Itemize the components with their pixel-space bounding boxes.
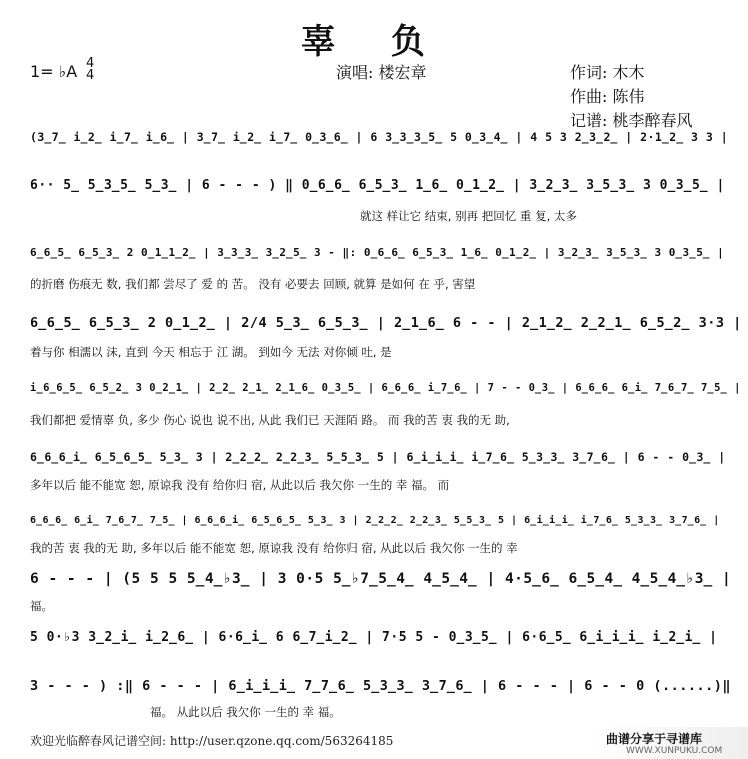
- composer: 作曲: 陈伟: [570, 87, 645, 106]
- notation-row-9: 5 0·♭3 3̲2̲i̲ i̲2̲6̲ | 6·6̲i̲ 6 6̲7̲i̲2̲ | 7·5 5 - 0̲3̲5̲ | 6·6̲5̲ 6̲i̲i̲i̲ i̲2̲i̲ |: [30, 630, 718, 645]
- footer-brand-url: WWW.XUNPUKU.COM: [626, 746, 723, 756]
- lyrics-row-10: 福。 从此以后 我欠你 一生的 幸 福。: [150, 705, 341, 719]
- footer-brand: 曲谱分享于寻谱库: [606, 732, 703, 746]
- notation-row-3: 6̲6̲5̲ 6̲5̲3̲ 2 0̲1̲1̲2̲ | 3̲3̲3̲ 3̲2̲5̲ 3 - ‖: 0̲6̲6̲ 6̲5̲3̲ 1̲6̲ 0̲1̲2̲ | 3̲2̲3̲ 3̲5̲3̲ 3 0̲3̲5̲ |: [30, 246, 725, 259]
- singer: 演唱: 楼宏章: [336, 63, 427, 82]
- lyrics-row-5: 我们都把 爱情辜 负, 多少 伤心 说也 说不出, 从此 我们已 天涯陌 路。 而 我的苦 衷 我的无 助,: [30, 413, 510, 427]
- lyrics-row-2: 就这 样让它 结束, 别再 把回忆 重 复, 太多: [360, 209, 577, 223]
- song-title: 辜 负: [301, 22, 447, 62]
- notation-row-6: 6̲6̲6̲i̲ 6̲5̲6̲5̲ 5̲3̲ 3 | 2̲2̲2̲ 2̲2̲3̲ 5̲5̲3̲ 5 | 6̲i̲i̲i̲ i̲7̲6̲ 5̲3̲3̲ 3̲7̲6̲ | 6 - - 0̲3̲ |: [30, 450, 726, 464]
- transcriber: 记谱: 桃李醉春风: [570, 111, 693, 130]
- lyrics-row-7: 我的苦 衷 我的无 助, 多年以后 能不能宽 恕, 原谅我 没有 给你归 宿, 从此以后 我欠你 一生的 幸: [30, 541, 518, 555]
- time-signature: [86, 58, 94, 82]
- lyrics-row-8: 福。: [30, 599, 53, 613]
- notation-row-4: 6̲6̲5̲ 6̲5̲3̲ 2 0̲1̲2̲ | 2/4 5̲3̲ 6̲5̲3̲ | 2̲1̲6̲ 6 - - | 2̲1̲2̲ 2̲2̲1̲ 6̲5̲2̲ 3·3 |: [30, 315, 742, 331]
- notation-row-10: 3 - - - ) :‖ 6 - - - | 6̲i̲i̲i̲ 7̲7̲6̲ 5̲3̲3̲ 3̲7̲6̲ | 6 - - - | 6 - - 0 (......)‖: [30, 678, 731, 694]
- lyrics-row-4: 着与你 相濡以 沫, 直到 今天 相忘于 江 湖。 到如今 无法 对你倾 吐, 是: [30, 345, 392, 359]
- footer-visit-text: 欢迎光临醉春风记谱空间: http://user.qzone.qq.com/563264185: [30, 734, 394, 748]
- lyrics-row-6: 多年以后 能不能宽 恕, 原谅我 没有 给你归 宿, 从此以后 我欠你 一生的 幸 福。 而: [30, 478, 450, 492]
- notation-row-1: (3̲7̲ i̲2̲ i̲7̲ i̲6̲ | 3̲7̲ i̲2̲ i̲7̲ 0̲3̲6̲ | 6 3̲3̲3̲5̲ 5 0̲3̲4̲ | 4 5 3 2̲3̲2̲ | 2·1̲2̲ 3 3 |: [30, 130, 729, 144]
- lyricist: 作词: 木木: [570, 63, 645, 82]
- notation-row-8: 6 - - - | (5 5 5 5̲4̲♭3̲ | 3 0·5 5̲♭7̲5̲4̲ 4̲5̲4̲ | 4·5̲6̲ 6̲5̲4̲ 4̲5̲4̲♭3̲ |: [30, 571, 732, 587]
- time-numerator: 4: [86, 56, 95, 71]
- key-signature: 1= ♭A: [30, 62, 78, 81]
- time-denominator: 4: [86, 68, 95, 83]
- notation-row-7: 6̲6̲6̲ 6̲i̲ 7̲6̲7̲ 7̲5̲ | 6̲6̲6̲i̲ 6̲5̲6̲5̲ 5̲3̲ 3 | 2̲2̲2̲ 2̲2̲3̲ 5̲5̲3̲ 5 | 6̲i̲i̲i̲ i̲7̲6̲ 5̲3̲3̲ 3̲7̲6̲ |: [30, 515, 720, 526]
- notation-row-2: 6·· 5̲ 5̲3̲5̲ 5̲3̲ | 6 - - - ) ‖ 0̲6̲6̲ 6̲5̲3̲ 1̲6̲ 0̲1̲2̲ | 3̲2̲3̲ 3̲5̲3̲ 3 0̲3̲5̲ |: [30, 178, 725, 193]
- lyrics-row-3: 的折磨 伤痕无 数, 我们都 尝尽了 爱 的 苦。 没有 必要去 回顾, 就算 是如何 在 乎, 害望: [30, 277, 476, 291]
- notation-row-5: i̲6̲6̲5̲ 6̲5̲2̲ 3 0̲2̲1̲ | 2̲2̲ 2̲1̲ 2̲1̲6̲ 0̲3̲5̲ | 6̲6̲6̲ i̲7̲6̲ | 7 - - 0̲3̲ | 6̲6̲6̲ 6̲i̲ 7̲6̲7̲ 7̲5̲ |: [30, 382, 741, 394]
